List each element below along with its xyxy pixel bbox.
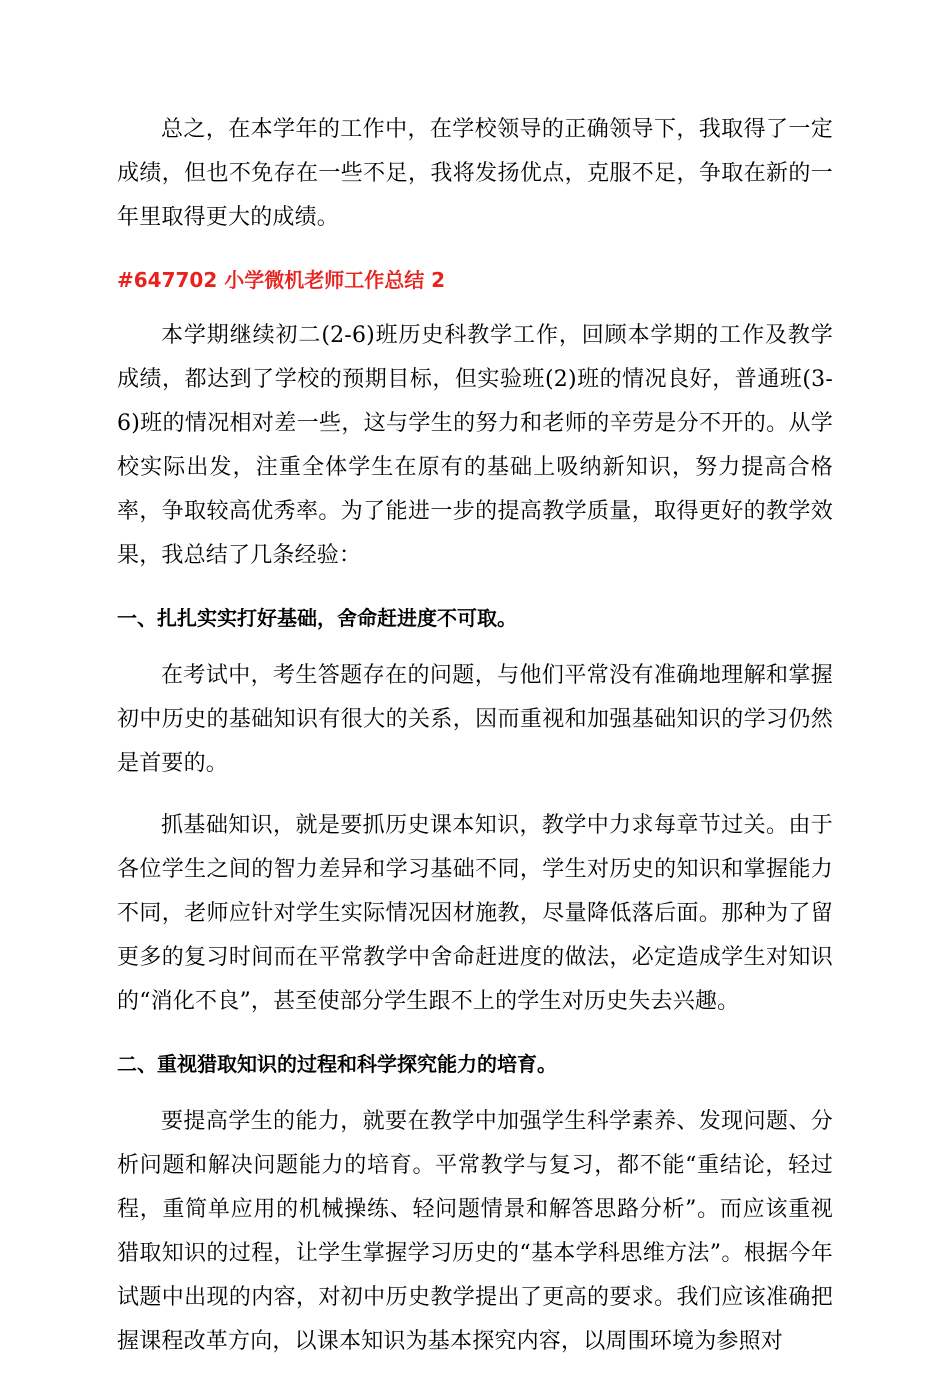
paragraph-exam-issues: 在考试中，考生答题存在的问题，与他们平常没有准确地理解和掌握初中历史的基础知识有很大的关系，因而重视和加强基础知识的学习仍然是首要的。 [117, 663, 833, 776]
paragraph-ability: 要提高学生的能力，就要在教学中加强学生科学素养、发现问题、分析问题和解决问题能力的培育。平常教学与复习，都不能“重结论，轻过程，重简单应用的机械操练、轻问题情景和解答思路分析”。而应该重视猎取知识的过程，让学生掌握学习历史的“基本学科思维方法”。根据今年试题中出现的内容，对初中历史教学提出了更高的要求。我们应该准确把握课程改革方向，以课本知识为基本探究内容，以周围环境为参照对 [117, 1109, 833, 1354]
paragraph-intro: 本学期继续初二(2-6)班历史科教学工作，回顾本学期的工作及教学成绩，都达到了学校的预期目标，但实验班(2)班的情况良好，普通班(3-6)班的情况相对差一些，这与学生的努力和老师的辛劳是分不开的。从学校实际出发，注重全体学生在原有的基础上吸纳新知识，努力提高合格率，争取较高优秀率。为了能进一步的提高教学质量，取得更好的教学效果，我总结了几条经验： [117, 323, 833, 568]
document-page [117, 108, 833, 1382]
document-title: #647702 小学微机老师工作总结 2 [117, 268, 446, 292]
section-heading-2: 二、重视猎取知识的过程和科学探究能力的培育。 [117, 1052, 557, 1076]
paragraph-conclusion: 总之，在本学年的工作中，在学校领导的正确领导下，我取得了一定成绩，但也不免存在一些不足，我将发扬优点，克服不足，争取在新的一年里取得更大的成绩。 [117, 117, 833, 230]
paragraph-basic-knowledge: 抓基础知识，就是要抓历史课本知识，教学中力求每章节过关。由于各位学生之间的智力差异和学习基础不同，学生对历史的知识和掌握能力不同，老师应针对学生实际情况因材施教，尽量降低落后面。那种为了留更多的复习时间而在平常教学中舍命赶进度的做法，必定造成学生对知识的“消化不良”，甚至使部分学生跟不上的学生对历史失去兴趣。 [117, 813, 833, 1014]
section-heading-1: 一、扎扎实实打好基础，舍命赶进度不可取。 [117, 606, 517, 630]
